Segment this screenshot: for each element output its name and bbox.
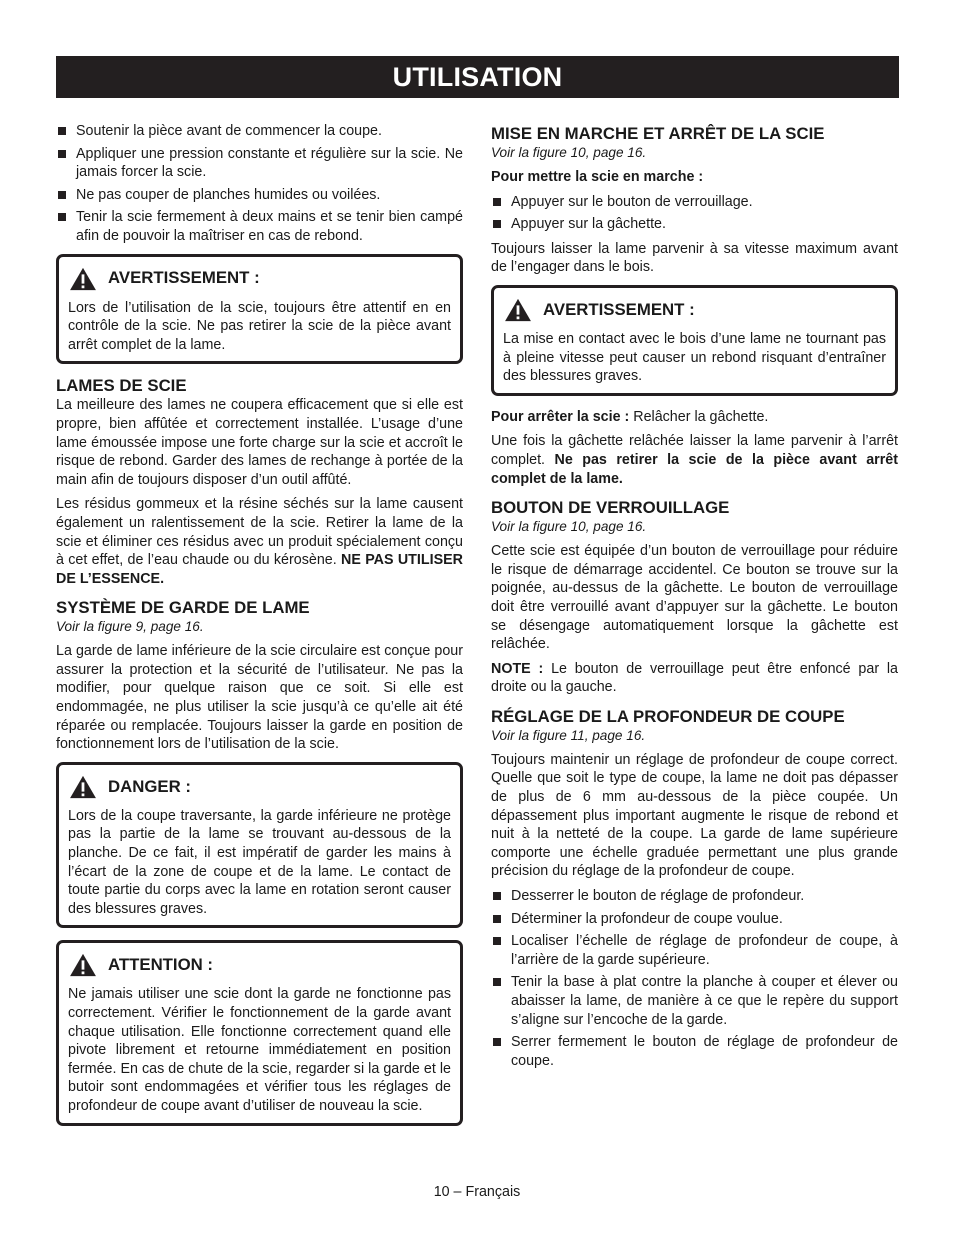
danger-title: DANGER : (108, 776, 191, 796)
figure-reference: Voir la figure 10, page 16. (491, 519, 647, 535)
warning-triangle-icon (68, 775, 98, 799)
figure-reference: Voir la figure 10, page 16. (491, 145, 647, 160)
paragraph: Une fois la gâchette relâchée laisser la lame parvenir à l’arrêt complet. Ne pas retirer la scie de la pièce avant arrêt complet de la lame. (491, 433, 898, 487)
paragraph: La garde de lame inférieure de la scie circulaire est conçue pour assurer la protection et la sécurité de l’utilisateur. Ne pas la modifier, pour quelque raison que ce soit. Si elle est endommagée, ne plus utiliser la scie jusqu’à ce qu’elle ait été réparée ou remplacée. Toujours laisser la garde en position de fonctionnement lors de l’utilisation de la scie. (56, 643, 463, 753)
figure-reference: Voir la figure 9, page 16. (56, 619, 204, 635)
warning-title: AVERTISSEMENT : (108, 268, 260, 288)
safety-bullet-list (56, 122, 463, 246)
page-title-banner (56, 56, 899, 98)
attention-title: ATTENTION : (108, 955, 214, 975)
warning-title: AVERTISSEMENT : (543, 299, 695, 319)
warning-box (491, 285, 898, 396)
section-heading-profondeur: RÉGLAGE DE LA PROFONDEUR DE COUPE (491, 706, 845, 726)
paragraph: Pour arrêter la scie : Relâcher la gâchette. (491, 408, 769, 425)
section-heading-lames: LAMES DE SCIE (56, 376, 187, 396)
paragraph: Toujours maintenir un réglage de profondeur de coupe correct. Quelle que soit le type de coupe, la lame ne doit pas dépasser de plus de 6 mm au-dessous de la pièce coupée. Un dépassement plus important augmente le risque de rebond et nuit à la netteté de la coupe. La garde de lame supérieure comporte une échelle graduée permettant une plus grande précision du réglage de la profondeur de coupe. (491, 751, 898, 880)
paragraph: La meilleure des lames ne coupera efficacement que si elle est propre, bien affûtée et correctement installée. L’usage d’une lame émoussée impose une forte charge sur la scie et accroît le risque de rebond. Garder des lames de rechange à portée de la main afin de toujours disposer d’un outil affûté. (56, 397, 463, 488)
warning-triangle-icon (68, 267, 98, 291)
page-number: 10 – Français (433, 1184, 521, 1200)
list-item: Déterminer la profondeur de coupe voulue. (491, 910, 898, 929)
warning-text: La mise en contact avec le bois d’une lame ne tournant pas à pleine vitesse peut causer un rebond risquant d’entraîner des blessures graves. (503, 330, 886, 385)
note-paragraph: NOTE : Le bouton de verrouillage peut être enfoncé par la droite ou la gauche. (491, 660, 898, 696)
bold-text: Ne pas retirer la scie de la pièce avant arrêt complet de la lame. (491, 451, 898, 487)
section-heading-garde: SYSTÈME DE GARDE DE LAME (56, 598, 310, 618)
attention-box (56, 940, 463, 1125)
paragraph: Cette scie est équipée d’un bouton de verrouillage pour réduire le risque de démarrage accidentel. Ce bouton se trouve sur la poignée, au-dessus de la gâchette. Le bouton de verrouillage doit être verrouillé avant d’appuyer sur la gâchette. Le bouton se désengage automatiquement lorsque la gâchette est relâchée. (491, 543, 898, 653)
list-item: Appuyer sur la gâchette. (491, 215, 898, 234)
list-item: Appliquer une pression constante et régulière sur la scie. Ne jamais forcer la scie. (56, 145, 463, 182)
list-item: Localiser l’échelle de réglage de profondeur de coupe, à l’arrière de la garde supérieure. (491, 932, 898, 969)
start-bullet-list (491, 193, 898, 234)
paragraph: Toujours laisser la lame parvenir à sa vitesse maximum avant de l’engager dans le bois. (491, 240, 898, 276)
section-heading-verrou: BOUTON DE VERROUILLAGE (491, 498, 730, 518)
list-item: Ne pas couper de planches humides ou voilées. (56, 186, 463, 205)
list-item: Tenir la scie fermement à deux mains et se tenir bien campé afin de pouvoir la maîtriser en cas de rebond. (56, 208, 463, 245)
bold-text: Pour arrêter la scie : (491, 408, 630, 425)
list-item: Tenir la base à plat contre la planche à couper et élever ou abaisser la lame, de manière à ce que le repère du support s’aligne sur l’encoche de la garde. (491, 973, 898, 1029)
page-footer (0, 1184, 954, 1200)
warning-triangle-icon (68, 953, 98, 977)
page-title: UTILISATION (392, 62, 563, 92)
list-item: Desserrer le bouton de réglage de profondeur. (491, 887, 898, 906)
paragraph: Les résidus gommeux et la résine séchés sur la lame causent également un ralentissement de la scie. Retirer la lame de la scie et éliminer ces résidus avec un produit spécialement conçu à cet effet, de l’eau chaude ou du kérosène. NE PAS UTILISER DE L’ESSENCE. (56, 496, 463, 587)
note-label: NOTE : (491, 660, 544, 677)
subheading: Pour mettre la scie en marche : (491, 169, 704, 185)
list-item: Soutenir la pièce avant de commencer la coupe. (56, 122, 463, 141)
danger-box (56, 762, 463, 929)
list-item: Appuyer sur le bouton de verrouillage. (491, 193, 898, 212)
left-column (56, 122, 463, 1138)
warning-box (56, 254, 463, 365)
bold-text: NE PAS UTILISER DE L’ESSENCE. (56, 552, 463, 587)
warning-triangle-icon (503, 298, 533, 322)
figure-reference: Voir la figure 11, page 16. (491, 727, 646, 743)
right-column (491, 122, 898, 1076)
attention-text: Ne jamais utiliser une scie dont la garde ne fonctionne pas correctement. Vérifier le fonctionnement de la garde avant chaque utilisation. Elle fonctionne correctement quand elle pivote librement et retourne immédiatement en position fermée. En cas de chute de la scie, regarder si la garde et le butoir sont endommagées et vérifier tous les réglages de profondeur de coupe avant d’utiliser de nouveau la scie. (68, 986, 451, 1114)
section-heading-marche: MISE EN MARCHE ET ARRÊT DE LA SCIE (491, 124, 825, 143)
warning-text: Lors de l’utilisation de la scie, toujours être attentif en en contrôle de la scie. Ne pas retirer la scie de la pièce avant arrêt complet de la lame. (68, 299, 451, 353)
danger-text: Lors de la coupe traversante, la garde inférieure ne protège pas la partie de la lame se trouvant au-dessous de la planche. De ce fait, il est impératif de garder les mains à l’écart de la zone de coupe et de la lame. Le contact de toute partie du corps avec la lame en rotation seront causer des blessures graves. (68, 807, 451, 917)
list-item: Serrer fermement le bouton de réglage de profondeur de coupe. (491, 1033, 898, 1070)
depth-bullet-list (491, 887, 898, 1070)
